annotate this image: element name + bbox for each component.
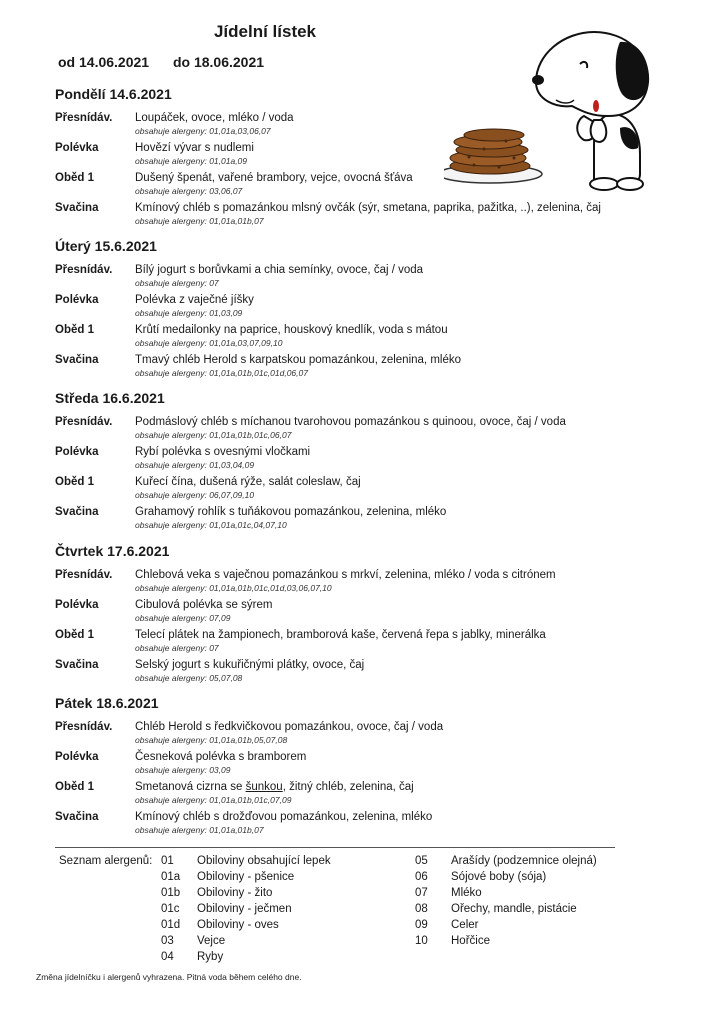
meal-row (55, 659, 675, 689)
day-tuesday (55, 238, 675, 384)
meal-dish: Grahamový rohlík s tuňákovou pomazánkou, zelenina, mléko (135, 506, 447, 518)
allergen-code: 04 (161, 951, 174, 963)
meal-row (55, 354, 675, 384)
meal-allergens: obsahuje alergeny: 01,01a,01c,04,07,10 (135, 520, 287, 530)
meal-row (55, 721, 675, 751)
meal-row (55, 142, 675, 172)
date-from: od 14.06.2021 (58, 54, 150, 70)
divider (55, 847, 615, 848)
meal-row (55, 751, 675, 781)
meal-allergens: obsahuje alergeny: 01,01a,01b,01c,07,09 (135, 795, 292, 805)
meal-dish: Krůtí medailonky na paprice, houskový knedlík, voda s mátou (135, 324, 448, 336)
meal-row (55, 324, 675, 354)
meal-allergens: obsahuje alergeny: 01,01a,01b,01c,06,07 (135, 430, 292, 440)
meal-dish: Polévka z vaječné jíšky (135, 294, 254, 306)
allergen-name: Mléko (451, 887, 482, 899)
meal-allergens: obsahuje alergeny: 01,01a,01b,05,07,08 (135, 735, 288, 745)
meal-row (55, 202, 675, 232)
meal-label: Přesnídáv. (55, 416, 113, 428)
allergen-name: Ořechy, mandle, pistácie (451, 903, 577, 915)
allergen-code: 07 (415, 887, 428, 899)
page-title: Jídelní lístek (213, 22, 317, 41)
meal-label: Polévka (55, 446, 99, 458)
meal-row (55, 629, 675, 659)
meal-label: Oběd 1 (55, 324, 94, 336)
allergen-code: 01d (161, 919, 181, 931)
allergen-name: Obiloviny - pšenice (197, 871, 295, 883)
meal-label: Přesnídáv. (55, 112, 113, 124)
meal-label: Přesnídáv. (55, 264, 113, 276)
allergen-code: 08 (415, 903, 428, 915)
meal-label: Polévka (55, 751, 99, 763)
meal-label: Svačina (55, 811, 99, 823)
meal-row (55, 569, 675, 599)
date-range (58, 54, 264, 70)
day-title: Úterý 15.6.2021 (55, 238, 157, 254)
meal-dish: Tmavý chléb Herold s karpatskou pomazánkou, zelenina, mléko (135, 354, 461, 366)
meal-row (55, 476, 675, 506)
meal-allergens: obsahuje alergeny: 01,01a,03,07,09,10 (135, 338, 283, 348)
meal-row (55, 599, 675, 629)
allergen-name: Ryby (197, 951, 224, 963)
meal-allergens: obsahuje alergeny: 06,07,09,10 (135, 490, 255, 500)
meal-label: Svačina (55, 202, 99, 214)
allergen-name: Obiloviny - oves (197, 919, 279, 931)
allergen-name: Celer (451, 919, 479, 931)
meal-dish: Kmínový chléb s drožďovou pomazánkou, zelenina, mléko (135, 811, 433, 823)
meal-row (55, 172, 675, 202)
meal-allergens: obsahuje alergeny: 03,09 (135, 765, 231, 775)
meal-row (55, 811, 675, 841)
meal-label: Svačina (55, 659, 99, 671)
meal-label: Polévka (55, 142, 99, 154)
meal-dish: Loupáček, ovoce, mléko / voda (135, 112, 294, 124)
meal-label: Oběd 1 (55, 172, 94, 184)
meal-allergens: obsahuje alergeny: 01,01a,01b,07 (135, 216, 264, 226)
meal-label: Přesnídáv. (55, 721, 113, 733)
day-title: Pátek 18.6.2021 (55, 695, 159, 711)
meal-row (55, 416, 675, 446)
meal-allergens: obsahuje alergeny: 01,03,09 (135, 308, 243, 318)
day-title: Pondělí 14.6.2021 (55, 86, 172, 102)
meal-dish: Rybí polévka s ovesnými vločkami (135, 446, 311, 458)
meal-allergens: obsahuje alergeny: 01,01a,09 (135, 156, 248, 166)
meal-label: Polévka (55, 599, 99, 611)
meal-allergens: obsahuje alergeny: 07 (135, 643, 219, 653)
meal-row (55, 112, 675, 142)
meal-dish: Česneková polévka s bramborem (135, 751, 307, 763)
meal-allergens: obsahuje alergeny: 01,01a,01b,01c,01d,06,07 (135, 368, 308, 378)
meal-label: Polévka (55, 294, 99, 306)
meal-allergens: obsahuje alergeny: 05,07,08 (135, 673, 243, 683)
meal-allergens: obsahuje alergeny: 07,09 (135, 613, 231, 623)
meal-row (55, 446, 675, 476)
meal-dish: Dušený špenát, vařené brambory, vejce, ovocná šťáva (135, 172, 413, 184)
allergen-code: 01b (161, 887, 181, 899)
meal-label: Oběd 1 (55, 476, 94, 488)
meal-dish (135, 781, 414, 793)
meal-dish: Podmáslový chléb s míchanou tvarohovou pomazánkou s quinoou, ovoce, čaj / voda (135, 416, 566, 428)
meal-dish: Chléb Herold s ředkvičkovou pomazánkou, ovoce, čaj / voda (135, 721, 444, 733)
allergen-legend-heading: Seznam alergenů: (59, 855, 153, 867)
allergen-name: Obiloviny - ječmen (197, 903, 292, 915)
allergen-name: Obiloviny - žito (197, 887, 273, 899)
day-title: Čtvrtek 17.6.2021 (55, 543, 170, 559)
meal-dish: Selský jogurt s kukuřičnými plátky, ovoce, čaj (135, 659, 365, 671)
allergen-code: 03 (161, 935, 174, 947)
allergen-name: Sójové boby (sója) (451, 871, 547, 883)
meal-label: Oběd 1 (55, 629, 94, 641)
meal-row (55, 781, 675, 811)
meal-dish: Kuřecí čína, dušená rýže, salát coleslaw, čaj (135, 476, 361, 488)
meal-label: Svačina (55, 506, 99, 518)
meal-dish: Bílý jogurt s borůvkami a chia semínky, ovoce, čaj / voda (135, 264, 424, 276)
allergen-code: 10 (415, 935, 428, 947)
meal-row (55, 294, 675, 324)
meal-allergens: obsahuje alergeny: 01,03,04,09 (135, 460, 255, 470)
day-title: Středa 16.6.2021 (55, 390, 165, 406)
allergen-name: Obiloviny obsahující lepek (197, 855, 331, 867)
meal-row (55, 264, 675, 294)
meal-dish: Telecí plátek na žampionech, bramborová kaše, červená řepa s jablky, minerálka (135, 629, 546, 641)
allergen-code: 01a (161, 871, 181, 883)
footer-note: Změna jídelníčku i alergenů vyhrazena. Pitná voda během celého dne. (36, 972, 302, 982)
meal-dish-part: , žitný chléb, zelenina, čaj (282, 781, 414, 793)
meal-label: Svačina (55, 354, 99, 366)
meal-allergens: obsahuje alergeny: 01,01a,01b,01c,01d,03,06,07,10 (135, 583, 332, 593)
meal-label: Oběd 1 (55, 781, 94, 793)
meal-dish-underlined: šunkou (245, 781, 283, 793)
meal-dish: Chlebová veka s vaječnou pomazánkou s mrkví, zelenina, mléko / voda s citrónem (135, 569, 556, 581)
allergen-name: Hořčice (451, 935, 490, 947)
allergen-name: Arašídy (podzemnice olejná) (451, 855, 597, 867)
day-thursday (55, 543, 675, 689)
meal-allergens: obsahuje alergeny: 01,01a,01b,07 (135, 825, 264, 835)
day-friday (55, 695, 675, 841)
allergen-name: Vejce (197, 935, 226, 947)
date-to: do 18.06.2021 (172, 54, 265, 70)
day-wednesday (55, 390, 675, 536)
allergen-code: 05 (415, 855, 428, 867)
allergen-code: 01c (161, 903, 180, 915)
meal-label: Přesnídáv. (55, 569, 113, 581)
meal-dish: Hovězí vývar s nudlemi (135, 142, 254, 154)
meal-allergens: obsahuje alergeny: 01,01a,03,06,07 (135, 126, 271, 136)
meal-row (55, 506, 675, 536)
meal-dish-part: Smetanová cizrna se (135, 781, 246, 793)
meal-allergens: obsahuje alergeny: 07 (135, 278, 219, 288)
day-monday (55, 86, 675, 232)
allergen-code: 09 (415, 919, 428, 931)
meal-dish: Kmínový chléb s pomazánkou mlsný ovčák (sýr, smetana, paprika, pažitka, ..), zelenina, čaj (135, 202, 601, 214)
meal-allergens: obsahuje alergeny: 03,06,07 (135, 186, 243, 196)
meal-dish: Cibulová polévka se sýrem (135, 599, 273, 611)
allergen-code: 06 (415, 871, 428, 883)
allergen-code: 01 (161, 855, 174, 867)
